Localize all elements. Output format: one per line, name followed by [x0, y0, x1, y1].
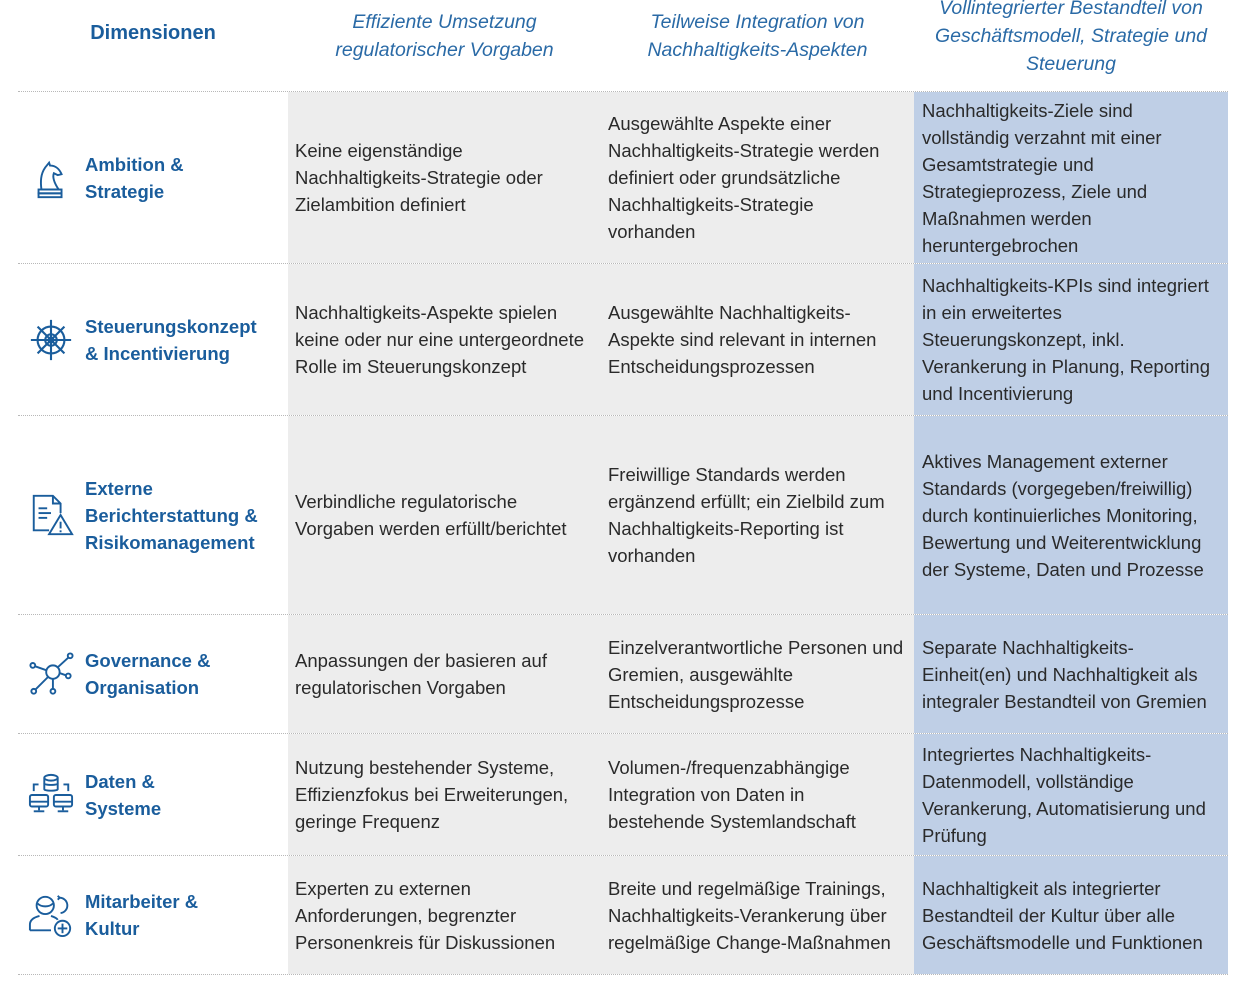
- database-computers-icon: [22, 772, 80, 818]
- table-row: [18, 614, 1228, 733]
- dimension-cell: [18, 416, 288, 614]
- level-3-cell: [914, 856, 1228, 974]
- level-2-cell: [601, 264, 914, 415]
- level-2-text: Ausgewählte Aspekte einer Nachhaltigkeits-Strategie werden definiert oder grundsätzliche Nachhaltigkeits-Strategie vorhanden: [608, 113, 880, 242]
- level-1-text: Anpassungen der basieren auf regulatorischen Vorgaben: [295, 650, 547, 698]
- table-row: [18, 263, 1228, 415]
- table-row: [18, 733, 1228, 855]
- table-header: [0, 0, 1254, 92]
- dimension-cell: [18, 264, 288, 415]
- level-2-text: Volumen-/frequenzabhängige Integration von Daten in bestehende Systemlandschaft: [608, 757, 856, 832]
- level-3-cell: [914, 264, 1228, 415]
- level-1-text: Verbindliche regulatorische Vorgaben werden erfüllt/berichtet: [295, 491, 567, 539]
- level-1-cell: [288, 856, 601, 974]
- level-3-text: Nachhaltigkeits-Ziele sind vollständig verzahnt mit einer Gesamtstrategie und Strategieprozess, Ziele und Maßnahmen werden heruntergebrochen: [922, 99, 1162, 256]
- level-2-text: Breite und regelmäßige Trainings, Nachhaltigkeits-Verankerung über regelmäßige Change-Maßnahmen: [608, 877, 891, 953]
- level-3-cell: [914, 615, 1228, 733]
- table-row: [18, 415, 1228, 614]
- dimension-label: Mitarbeiter & Kultur: [85, 891, 199, 939]
- dimension-cell: [18, 92, 288, 263]
- level-2-cell: [601, 856, 914, 974]
- dimension-label: Steuerungskonzept & Incentivierung: [85, 315, 257, 364]
- level-1-cell: [288, 92, 601, 263]
- level-2-text: Freiwillige Standards werden ergänzend erfüllt; ein Zielbild zum Nachhaltigkeits-Reporting ist vorhanden: [608, 464, 885, 566]
- level-3-text: Integriertes Nachhaltigkeits-Datenmodell, vollständige Verankerung, Automatisierung und Prüfung: [922, 743, 1206, 846]
- level-1-text: Experten zu externen Anforderungen, begrenzter Personenkreis für Diskussionen: [295, 877, 556, 953]
- level-2-cell: [601, 416, 914, 614]
- document-warning-icon: [22, 492, 80, 538]
- dimension-label: Ambition & Strategie: [85, 153, 184, 202]
- level-2-cell: [601, 615, 914, 733]
- level-3-cell: [914, 92, 1228, 263]
- level-2-cell: [601, 92, 914, 263]
- level-2-text: Einzelverantwortliche Personen und Gremien, ausgewählte Entscheidungsprozesse: [608, 636, 904, 712]
- level-3-text: Nachhaltigkeit als integrierter Bestandteil der Kultur über alle Geschäftsmodelle und Funktionen: [922, 877, 1203, 953]
- header-level-3: Vollintegrierter Bestandteil von Geschäftsmodell, Strategie und Steuerung: [934, 0, 1208, 75]
- level-1-cell: [288, 734, 601, 855]
- level-1-cell: [288, 416, 601, 614]
- header-level-2: Teilweise Integration von Nachhaltigkeits-Aspekten: [647, 11, 868, 61]
- level-1-text: Nutzung bestehender Systeme, Effizienzfokus bei Erweiterungen, geringe Frequenz: [295, 757, 569, 832]
- level-1-text: Keine eigenständige Nachhaltigkeits-Strategie oder Zielambition definiert: [295, 140, 543, 215]
- level-2-text: Ausgewählte Nachhaltigkeits-Aspekte sind relevant in internen Entscheidungsprozessen: [608, 302, 877, 377]
- level-3-cell: [914, 416, 1228, 614]
- table-row: [18, 91, 1228, 263]
- ship-wheel-icon: [22, 317, 80, 363]
- person-add-icon: [22, 892, 80, 938]
- level-3-cell: [914, 734, 1228, 855]
- chess-knight-icon: [22, 155, 80, 201]
- network-hub-icon: [22, 651, 80, 697]
- header-dimensions: Dimensionen: [90, 22, 216, 44]
- level-3-text: Nachhaltigkeits-KPIs sind integriert in ein erweitertes Steuerungskonzept, inkl. Verankerung in Planung, Reporting und Incentivierung: [922, 275, 1210, 404]
- level-3-text: Aktives Management externer Standards (vorgegeben/freiwillig) durch kontinuierliches Monitoring, Bewertung und Weiterentwicklung der Systeme, Daten und Prozesse: [922, 450, 1204, 580]
- dimension-cell: [18, 615, 288, 733]
- level-1-text: Nachhaltigkeits-Aspekte spielen keine oder nur eine untergeordnete Rolle im Steuerungskonzept: [295, 302, 585, 377]
- dimension-label: Externe Berichterstattung & Risikomanagement: [85, 477, 258, 553]
- header-level-1: Effiziente Umsetzung regulatorischer Vorgaben: [335, 11, 554, 61]
- dimension-label: Daten & Systeme: [85, 770, 162, 819]
- level-1-cell: [288, 264, 601, 415]
- level-3-text: Separate Nachhaltigkeits-Einheit(en) und Nachhaltigkeit als integraler Bestandteil von Gremien: [922, 636, 1207, 712]
- table-row: [18, 855, 1228, 975]
- dimension-cell: [18, 856, 288, 974]
- dimension-label: Governance & Organisation: [85, 650, 211, 698]
- level-2-cell: [601, 734, 914, 855]
- level-1-cell: [288, 615, 601, 733]
- dimension-cell: [18, 734, 288, 855]
- maturity-table: [18, 91, 1228, 975]
